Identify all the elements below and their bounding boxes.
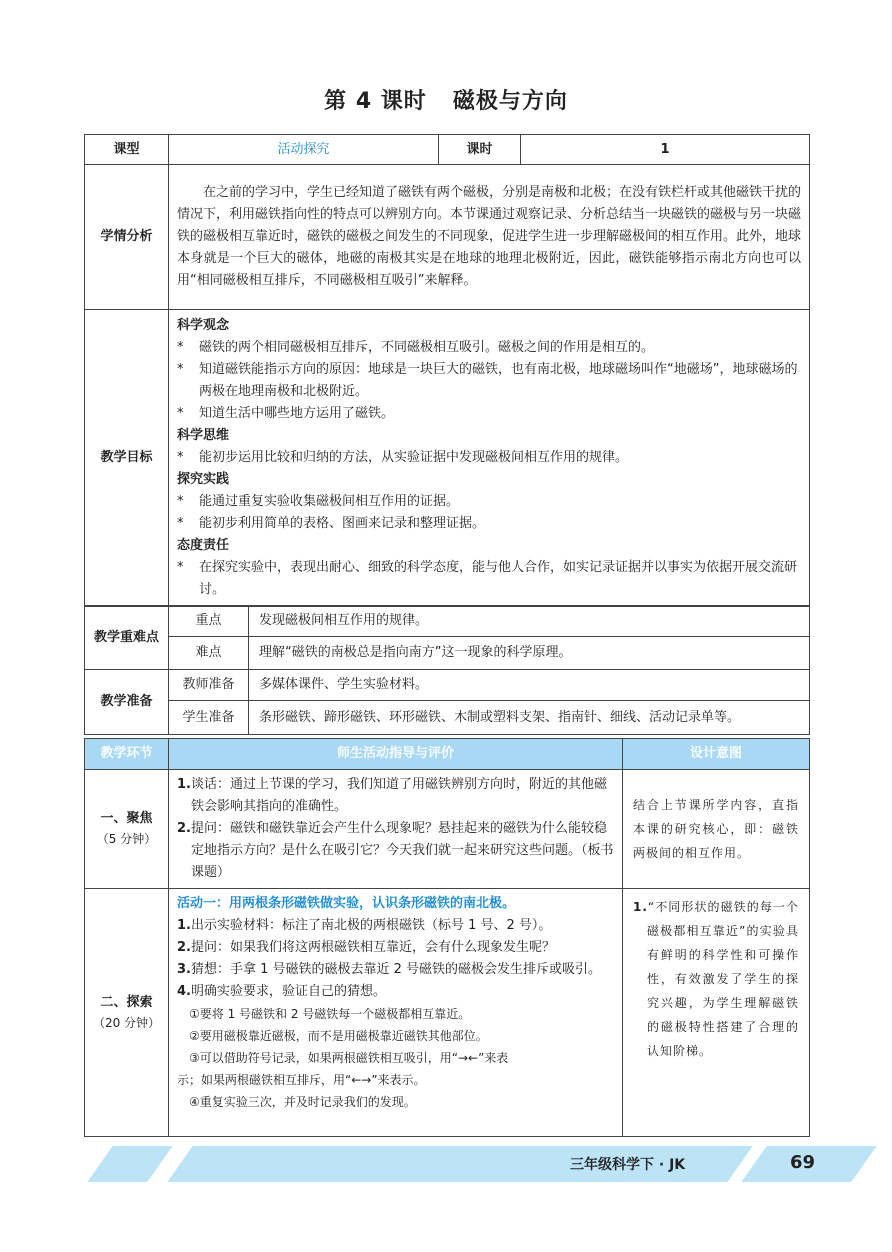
teacher-prep-label: 教师准备	[169, 670, 249, 701]
stage1-intent: 结合上节课所学内容，直指本课的研究核心，即：磁铁两极间的相互作用。	[623, 770, 810, 889]
stage1-cell	[85, 770, 169, 889]
goal-item: * 能通过重复实验收集磁极间相互作用的证据。	[177, 491, 801, 513]
student-prep-label: 学生准备	[169, 701, 249, 735]
requirement-item: 示；如果两根磁铁相互排斥，用“←→”来表示。	[177, 1073, 426, 1087]
page-number: 69	[790, 1152, 816, 1173]
goal-heading: 态度责任	[177, 538, 230, 553]
goal-item: * 在探究实验中，表现出耐心、细致的科学态度，能与他人合作，如实记录证据并以事实为依据开展交流研讨。	[177, 557, 801, 601]
student-prep-text: 条形磁铁、蹄形磁铁、环形磁铁、木制或塑料支架、指南针、细线、活动记录单等。	[249, 701, 810, 735]
stage2-intent-text: “不同形状的磁铁的每一个磁极都相互靠近”的实验具有鲜明的科学性和可操作性，有效激发了学生的探究兴趣，为学生理解磁铁的磁极特性搭建了合理的认知阶梯。	[647, 900, 799, 1058]
difficulty-text: 理解“磁铁的南极总是指向南方”这一现象的科学原理。	[249, 637, 810, 670]
goal-item: * 能初步运用比较和归纳的方法，从实验证据中发现磁极间相互作用的规律。	[177, 447, 801, 469]
requirement-item: ①要将 1 号磁铁和 2 号磁铁每一个磁极都相互靠近。	[189, 1007, 471, 1021]
star-icon: *	[177, 516, 184, 531]
stage2-name: 二、探索	[100, 994, 153, 1010]
list-item: 1.谈话：通过上节课的学习，我们知道了用磁铁辨别方向时，附近的其他磁铁会影响其指向的准确性。	[177, 777, 607, 814]
goal-heading: 科学观念	[177, 318, 230, 333]
difficulty-label: 难点	[169, 637, 249, 670]
activity-title: 活动一：用两根条形磁铁做实验，认识条形磁铁的南北极。	[177, 896, 516, 911]
requirement-item: ③可以借助符号记录，如果两根磁铁相互吸引，用“→←”来表	[189, 1051, 509, 1065]
list-item: 3.猜想：手拿 1 号磁铁的磁极去靠近 2 号磁铁的磁极会发生排斥或吸引。	[177, 962, 602, 977]
stage2-time: （20 分钟）	[92, 1015, 161, 1030]
key-label: 重点	[169, 606, 249, 637]
hours-value: 1	[521, 135, 810, 165]
lesson-info-table	[84, 134, 810, 607]
stage-header: 教学环节	[85, 739, 169, 770]
lesson-number: 第 4 课时	[324, 89, 427, 114]
footer-stripe	[87, 1146, 172, 1182]
star-icon: *	[177, 340, 184, 355]
intent-header: 设计意图	[623, 739, 810, 770]
goal-heading: 探究实践	[177, 472, 230, 487]
prep-label: 教学准备	[85, 670, 169, 735]
process-table	[84, 738, 810, 1137]
type-label: 课型	[85, 135, 169, 165]
list-item: 2.提问：磁铁和磁铁靠近会产生什么现象呢？悬挂起来的磁铁为什么能较稳定地指示方向？是什么在吸引它？今天我们就一起来研究这些问题。（板书课题）	[177, 821, 614, 880]
goals-content	[169, 310, 810, 607]
hours-label: 课时	[439, 135, 521, 165]
analysis-text: 在之前的学习中，学生已经知道了磁铁有两个磁极，分别是南极和北极；在没有铁栏杆或其他磁铁干扰的情况下，利用磁铁指向性的特点可以辨别方向。本节课通过观察记录、分析总结当一块磁铁的磁极与另一块磁铁的磁极相互靠近时，磁铁的磁极之间发生的不同现象，促进学生进一步理解磁极间的相互作用。此外，地球本身就是一个巨大的磁体，地磁的南极其实是在地球的地理北极附近，因此，磁铁能够指示南北方向也可以用“相同磁极相互排斥，不同磁极相互吸引”来解释。	[169, 165, 810, 310]
page-title	[0, 84, 892, 115]
analysis-label: 学情分析	[85, 165, 169, 310]
goal-item: * 能初步利用简单的表格、图画来记录和整理证据。	[177, 513, 801, 535]
goal-heading: 科学思维	[177, 428, 230, 443]
page-footer	[0, 1146, 892, 1182]
stage2-intent: 1.“不同形状的磁铁的每一个磁极都相互靠近”的实验具有鲜明的科学性和可操作性，有效激发了学生的探究兴趣，为学生理解磁铁的磁极特性搭建了合理的认知阶梯。	[623, 889, 810, 1137]
stage2-cell	[85, 889, 169, 1137]
goals-label: 教学目标	[85, 310, 169, 607]
stage1-time: （5 分钟）	[96, 832, 157, 846]
goal-item: * 磁铁的两个相同磁极相互排斥，不同磁极相互吸引。磁极之间的作用是相互的。	[177, 337, 801, 359]
stage2-activity	[169, 889, 623, 1137]
star-icon: *	[177, 560, 184, 575]
star-icon: *	[177, 450, 184, 465]
star-icon: *	[177, 494, 184, 509]
keypoints-prep-table	[84, 605, 810, 735]
requirement-item: ④重复实验三次，并及时记录我们的发现。	[189, 1095, 416, 1109]
star-icon: *	[177, 406, 184, 421]
type-value: 活动探究	[169, 135, 439, 165]
list-item: 1.出示实验材料：标注了南北极的两根磁铁（标号 1 号、2 号）。	[177, 918, 552, 933]
activity-header: 师生活动指导与评价	[169, 739, 623, 770]
lesson-name: 磁极与方向	[452, 89, 568, 114]
stage1-activity	[169, 770, 623, 889]
key-text: 发现磁极间相互作用的规律。	[249, 606, 810, 637]
requirement-item: ②要用磁极靠近磁极，而不是用磁极靠近磁铁其他部位。	[189, 1029, 488, 1043]
goal-item: * 知道生活中哪些地方运用了磁铁。	[177, 403, 801, 425]
goal-item: * 知道磁铁能指示方向的原因：地球是一块巨大的磁铁，也有南北极，地球磁场叫作“地磁场”，地球磁场的两极在地理南极和北极附近。	[177, 359, 801, 403]
book-title: 三年级科学下 · JK	[570, 1157, 686, 1173]
list-item: 4.明确实验要求，验证自己的猜想。	[177, 984, 386, 999]
stage1-name: 一、聚焦	[100, 811, 153, 826]
star-icon: *	[177, 362, 184, 377]
teacher-prep-text: 多媒体课件、学生实验材料。	[249, 670, 810, 701]
list-item: 2.提问：如果我们将这两根磁铁相互靠近，会有什么现象发生呢？	[177, 940, 555, 955]
keypoints-label: 教学重难点	[85, 606, 169, 670]
